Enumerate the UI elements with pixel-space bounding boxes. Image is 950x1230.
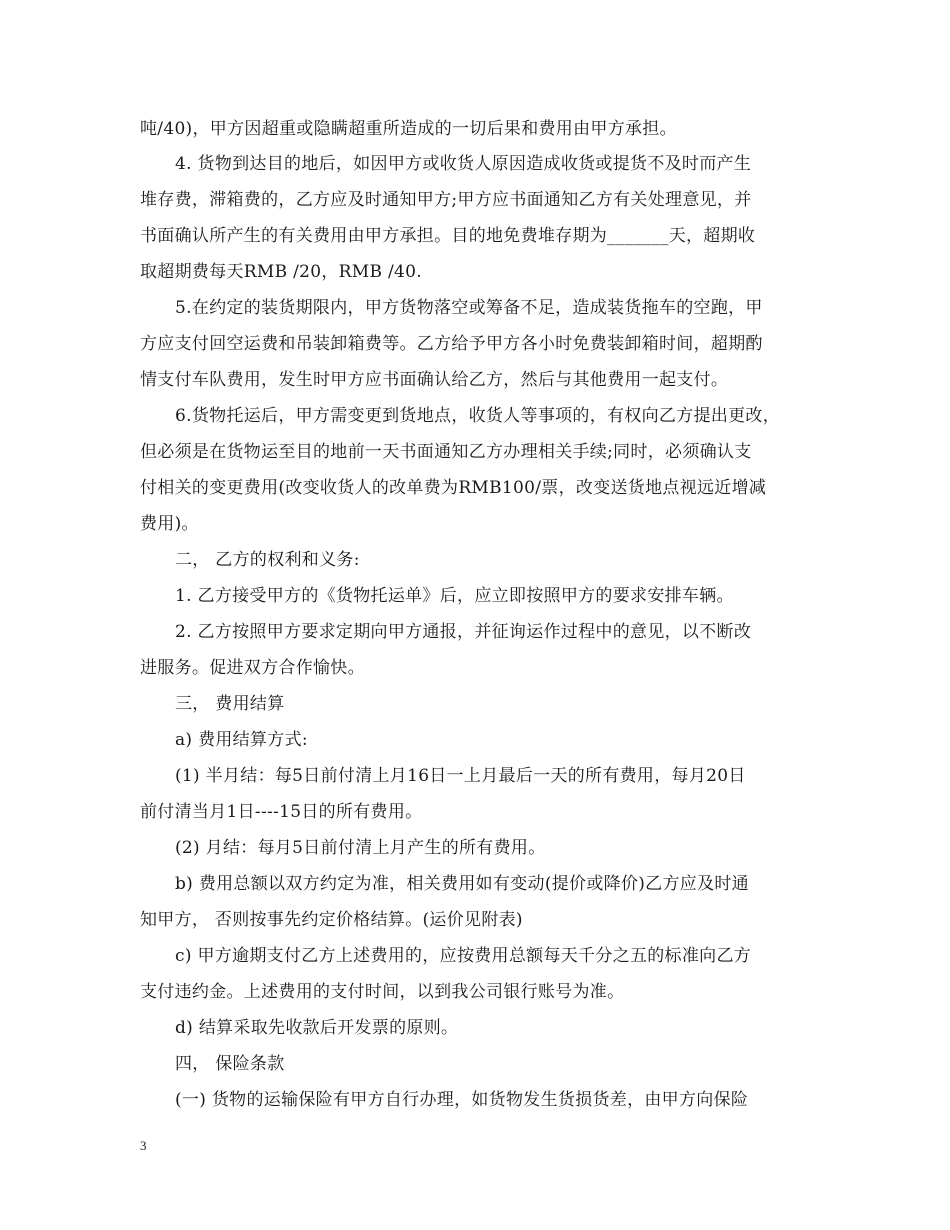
text-line: 取超期费每天RMB /20，RMB /40. <box>140 262 422 282</box>
page-number: 3 <box>140 1138 147 1153</box>
text-line: 前付清当月1日----15日的所有费用。 <box>140 802 423 822</box>
text-line: 但必须是在货物运至目的地前一天书面通知乙方办理相关手续;同时，必须确认支 <box>140 442 752 462</box>
text-line: 1. 乙方接受甲方的《货物托运单》后，应立即按照甲方的要求安排车辆。 <box>175 586 734 606</box>
text-line: 书面确认所产生的有关费用由甲方承担。目的地免费堆存期为_______天，超期收 <box>140 226 756 246</box>
section-heading: 三， 费用结算 <box>175 694 285 714</box>
text-line: 支付违约金。上述费用的支付时间，以到我公司银行账号为准。 <box>140 982 625 1002</box>
section-heading: 二， 乙方的权利和义务: <box>175 550 360 570</box>
text-line: 方应支付回空运费和吊装卸箱费等。乙方给予甲方各小时免费装卸箱时间，超期酌 <box>140 334 763 354</box>
section-heading: 四， 保险条款 <box>175 1054 285 1074</box>
text-line: 5.在约定的装货期限内，甲方货物落空或筹备不足，造成装货拖车的空跑，甲 <box>175 298 763 318</box>
text-line: d) 结算采取先收款后开发票的原则。 <box>175 1018 459 1038</box>
text-line: 6.货物托运后，甲方需变更到货地点，收货人等事项的，有权向乙方提出更改， <box>175 406 781 426</box>
text-line: 情支付车队费用，发生时甲方应书面确认给乙方，然后与其他费用一起支付。 <box>140 370 729 390</box>
text-line: 2. 乙方按照甲方要求定期向甲方通报，并征询运作过程中的意见，以不断改 <box>175 622 752 642</box>
text-line: 知甲方， 否则按事先约定价格结算。(运价见附表) <box>140 910 523 930</box>
text-line: (一) 货物的运输保险有甲方自行办理，如货物发生货损货差，由甲方向保险 <box>175 1090 749 1110</box>
text-line: b) 费用总额以双方约定为准，相关费用如有变动(提价或降价)乙方应及时通 <box>175 874 749 894</box>
text-line: 堆存费，滞箱费的，乙方应及时通知甲方;甲方应书面通知乙方有关处理意见，并 <box>140 190 752 210</box>
text-line: (1) 半月结：每5日前付清上月16日一上月最后一天的所有费用，每月20日 <box>175 766 746 786</box>
text-line: a) 费用结算方式: <box>175 730 308 750</box>
text-line: (2) 月结：每月5日前付清上月产生的所有费用。 <box>175 838 546 858</box>
text-line: 进服务。促进双方合作愉快。 <box>140 658 365 678</box>
text-line: 费用)。 <box>140 514 199 534</box>
text-line: 吨/40)，甲方因超重或隐瞒超重所造成的一切后果和费用由甲方承担。 <box>140 119 677 139</box>
text-line: 4. 货物到达目的地后，如因甲方或收货人原因造成收货或提货不及时而产生 <box>175 154 752 174</box>
text-line: 付相关的变更费用(改变收货人的改单费为RMB100/票，改变送货地点视远近增减 <box>140 478 767 498</box>
text-line: c) 甲方逾期支付乙方上述费用的，应按费用总额每天千分之五的标准向乙方 <box>175 946 752 966</box>
